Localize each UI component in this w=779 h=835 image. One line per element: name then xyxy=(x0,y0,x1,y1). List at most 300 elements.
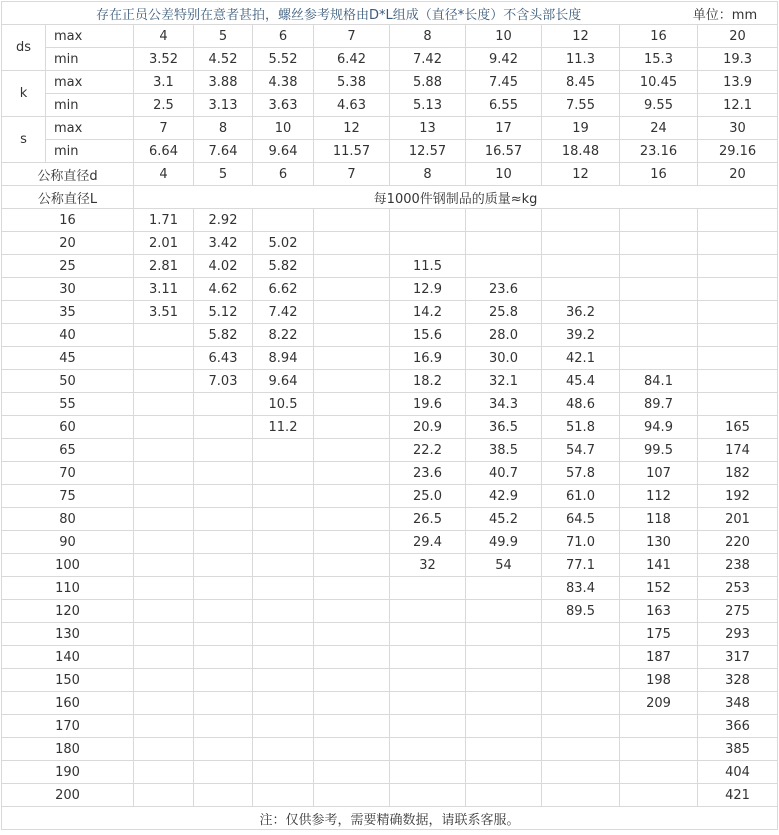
mass-cell xyxy=(314,416,390,439)
mass-cell: 36.2 xyxy=(542,301,620,324)
mass-cell: 253 xyxy=(698,577,778,600)
mass-cell xyxy=(466,232,542,255)
mass-cell xyxy=(698,278,778,301)
table-row xyxy=(2,347,778,370)
mass-cell xyxy=(390,600,466,623)
mass-cell xyxy=(314,255,390,278)
mass-cell xyxy=(314,301,390,324)
mass-cell xyxy=(314,715,390,738)
mass-cell xyxy=(194,669,253,692)
mass-cell: 2.81 xyxy=(134,255,194,278)
mass-cell xyxy=(134,485,194,508)
dim-value-cell: 13 xyxy=(390,117,466,140)
mass-cell: 8.94 xyxy=(253,347,314,370)
dim-row-s-min xyxy=(2,140,778,163)
mass-cell: 12.9 xyxy=(390,278,466,301)
mass-cell: 152 xyxy=(620,577,698,600)
mass-cell: 84.1 xyxy=(620,370,698,393)
mass-cell: 9.64 xyxy=(253,370,314,393)
nominal-d-value: 4 xyxy=(134,163,194,186)
mass-cell xyxy=(542,761,620,784)
dim-value-cell: 4.63 xyxy=(314,94,390,117)
table-row xyxy=(2,715,778,738)
mass-cell xyxy=(134,784,194,807)
mass-cell: 57.8 xyxy=(542,462,620,485)
mass-cell: 107 xyxy=(620,462,698,485)
mass-cell xyxy=(253,531,314,554)
mass-cell xyxy=(253,669,314,692)
length-cell: 170 xyxy=(2,715,134,738)
mass-cell xyxy=(314,531,390,554)
mass-cell xyxy=(314,232,390,255)
table-row xyxy=(2,439,778,462)
length-cell: 65 xyxy=(2,439,134,462)
mass-cell: 71.0 xyxy=(542,531,620,554)
mass-cell: 25.0 xyxy=(390,485,466,508)
length-cell: 110 xyxy=(2,577,134,600)
mass-cell: 64.5 xyxy=(542,508,620,531)
mass-cell: 366 xyxy=(698,715,778,738)
mass-cell: 32 xyxy=(390,554,466,577)
table-row xyxy=(2,232,778,255)
mass-cell: 187 xyxy=(620,646,698,669)
table-row xyxy=(2,462,778,485)
dim-value-cell: 15.3 xyxy=(620,48,698,71)
mass-cell: 328 xyxy=(698,669,778,692)
mass-cell xyxy=(134,577,194,600)
mass-cell: 141 xyxy=(620,554,698,577)
dim-limit-label: max xyxy=(46,117,134,140)
length-cell: 20 xyxy=(2,232,134,255)
table-row xyxy=(2,577,778,600)
mass-cell: 40.7 xyxy=(466,462,542,485)
mass-cell xyxy=(466,646,542,669)
table-row xyxy=(2,209,778,232)
length-cell: 140 xyxy=(2,646,134,669)
dim-limit-label: min xyxy=(46,140,134,163)
table-row xyxy=(2,761,778,784)
mass-cell xyxy=(134,370,194,393)
mass-cell: 130 xyxy=(620,531,698,554)
dim-limit-label: min xyxy=(46,94,134,117)
mass-cell xyxy=(253,462,314,485)
mass-cell xyxy=(314,347,390,370)
nominal-d-value: 20 xyxy=(698,163,778,186)
mass-cell xyxy=(466,600,542,623)
mass-cell: 83.4 xyxy=(542,577,620,600)
mass-cell xyxy=(698,324,778,347)
mass-cell xyxy=(466,692,542,715)
mass-cell xyxy=(466,784,542,807)
mass-cell: 22.2 xyxy=(390,439,466,462)
nominal-rows xyxy=(2,163,778,209)
mass-cell xyxy=(314,324,390,347)
mass-cell: 192 xyxy=(698,485,778,508)
mass-cell xyxy=(620,761,698,784)
length-cell: 75 xyxy=(2,485,134,508)
length-cell: 30 xyxy=(2,278,134,301)
dim-value-cell: 18.48 xyxy=(542,140,620,163)
mass-cell xyxy=(466,715,542,738)
mass-cell: 51.8 xyxy=(542,416,620,439)
mass-cell: 26.5 xyxy=(390,508,466,531)
table-row xyxy=(2,623,778,646)
mass-cell xyxy=(253,209,314,232)
mass-cell: 118 xyxy=(620,508,698,531)
mass-cell: 39.2 xyxy=(542,324,620,347)
dim-limit-label: max xyxy=(46,71,134,94)
mass-label: 每1000件钢制品的质量≈kg xyxy=(134,186,778,209)
dim-row-ds-min xyxy=(2,48,778,71)
mass-cell: 220 xyxy=(698,531,778,554)
mass-cell xyxy=(314,393,390,416)
mass-cell xyxy=(253,554,314,577)
mass-cell xyxy=(314,692,390,715)
mass-cell xyxy=(253,439,314,462)
mass-cell xyxy=(253,600,314,623)
mass-cell xyxy=(134,439,194,462)
length-cell: 180 xyxy=(2,738,134,761)
mass-cell xyxy=(466,209,542,232)
mass-cell: 42.9 xyxy=(466,485,542,508)
mass-cell xyxy=(314,761,390,784)
mass-cell: 404 xyxy=(698,761,778,784)
mass-cell xyxy=(390,692,466,715)
length-cell: 70 xyxy=(2,462,134,485)
mass-cell xyxy=(466,738,542,761)
mass-cell: 209 xyxy=(620,692,698,715)
mass-cell: 385 xyxy=(698,738,778,761)
length-cell: 190 xyxy=(2,761,134,784)
mass-cell xyxy=(253,784,314,807)
table-row xyxy=(2,692,778,715)
length-cell: 25 xyxy=(2,255,134,278)
dim-value-cell: 4.38 xyxy=(253,71,314,94)
mass-cell: 30.0 xyxy=(466,347,542,370)
length-cell: 40 xyxy=(2,324,134,347)
mass-cell xyxy=(620,738,698,761)
mass-cell xyxy=(134,738,194,761)
mass-cell xyxy=(253,738,314,761)
mass-cell xyxy=(466,761,542,784)
dim-value-cell: 9.64 xyxy=(253,140,314,163)
mass-cell: 45.2 xyxy=(466,508,542,531)
mass-cell xyxy=(253,715,314,738)
dim-symbol-ds: ds xyxy=(2,25,46,71)
mass-cell: 23.6 xyxy=(466,278,542,301)
mass-cell: 8.22 xyxy=(253,324,314,347)
mass-cell: 29.4 xyxy=(390,531,466,554)
mass-cell xyxy=(542,623,620,646)
mass-cell: 293 xyxy=(698,623,778,646)
nominal-l-row xyxy=(2,186,778,209)
nominal-d-value: 16 xyxy=(620,163,698,186)
mass-cell xyxy=(194,554,253,577)
mass-cell xyxy=(390,577,466,600)
mass-cell xyxy=(466,255,542,278)
mass-cell xyxy=(620,255,698,278)
mass-cell: 19.6 xyxy=(390,393,466,416)
dim-value-cell: 12 xyxy=(314,117,390,140)
mass-cell xyxy=(134,623,194,646)
mass-cell: 2.92 xyxy=(194,209,253,232)
length-cell: 55 xyxy=(2,393,134,416)
mass-cell xyxy=(194,577,253,600)
dim-symbol-s: s xyxy=(2,117,46,163)
mass-cell xyxy=(466,577,542,600)
table-row xyxy=(2,646,778,669)
mass-cell: 18.2 xyxy=(390,370,466,393)
footer-row xyxy=(2,807,778,830)
mass-cell: 23.6 xyxy=(390,462,466,485)
mass-cell: 11.2 xyxy=(253,416,314,439)
mass-cell xyxy=(194,715,253,738)
mass-cell: 7.03 xyxy=(194,370,253,393)
mass-cell xyxy=(698,347,778,370)
dim-value-cell: 11.57 xyxy=(314,140,390,163)
nominal-d-row xyxy=(2,163,778,186)
mass-cell xyxy=(134,646,194,669)
mass-cell xyxy=(698,232,778,255)
mass-cell xyxy=(194,646,253,669)
length-cell: 50 xyxy=(2,370,134,393)
dimension-rows xyxy=(2,25,778,163)
mass-cell xyxy=(620,209,698,232)
nominal-d-value: 7 xyxy=(314,163,390,186)
mass-cell xyxy=(194,416,253,439)
length-cell: 80 xyxy=(2,508,134,531)
mass-cell xyxy=(314,738,390,761)
mass-cell xyxy=(194,692,253,715)
mass-cell xyxy=(134,600,194,623)
mass-cell xyxy=(194,485,253,508)
mass-cell xyxy=(253,692,314,715)
mass-cell: 54.7 xyxy=(542,439,620,462)
length-cell: 100 xyxy=(2,554,134,577)
mass-cell xyxy=(466,669,542,692)
dim-value-cell: 10 xyxy=(253,117,314,140)
nominal-d-value: 10 xyxy=(466,163,542,186)
mass-cell: 94.9 xyxy=(620,416,698,439)
mass-cell xyxy=(698,393,778,416)
mass-cell xyxy=(134,393,194,416)
mass-cell: 2.01 xyxy=(134,232,194,255)
nominal-d-value: 12 xyxy=(542,163,620,186)
mass-cell: 54 xyxy=(466,554,542,577)
table-row xyxy=(2,669,778,692)
mass-cell: 77.1 xyxy=(542,554,620,577)
dim-value-cell: 4.52 xyxy=(194,48,253,71)
dim-row-s-max xyxy=(2,117,778,140)
dim-value-cell: 3.63 xyxy=(253,94,314,117)
length-cell: 60 xyxy=(2,416,134,439)
length-cell: 45 xyxy=(2,347,134,370)
dim-value-cell: 10.45 xyxy=(620,71,698,94)
mass-cell: 275 xyxy=(698,600,778,623)
mass-cell xyxy=(253,623,314,646)
table-row xyxy=(2,531,778,554)
mass-cell xyxy=(134,761,194,784)
table-row xyxy=(2,255,778,278)
mass-cell: 38.5 xyxy=(466,439,542,462)
mass-cell xyxy=(620,784,698,807)
mass-cell: 34.3 xyxy=(466,393,542,416)
mass-cell xyxy=(253,577,314,600)
dim-value-cell: 6.42 xyxy=(314,48,390,71)
table-row xyxy=(2,554,778,577)
dim-value-cell: 7 xyxy=(314,25,390,48)
mass-cell: 10.5 xyxy=(253,393,314,416)
dim-value-cell: 23.16 xyxy=(620,140,698,163)
table-row xyxy=(2,485,778,508)
dim-value-cell: 16.57 xyxy=(466,140,542,163)
mass-cell xyxy=(134,416,194,439)
mass-cell xyxy=(390,784,466,807)
mass-cell xyxy=(542,669,620,692)
mass-cell xyxy=(466,623,542,646)
mass-cell xyxy=(390,646,466,669)
mass-cell: 7.42 xyxy=(253,301,314,324)
mass-cell xyxy=(314,485,390,508)
mass-cell xyxy=(194,623,253,646)
mass-cell xyxy=(253,485,314,508)
mass-cell xyxy=(314,462,390,485)
mass-cell xyxy=(134,669,194,692)
dim-value-cell: 19.3 xyxy=(698,48,778,71)
dim-value-cell: 7 xyxy=(134,117,194,140)
footer-rows xyxy=(2,807,778,830)
mass-cell: 5.82 xyxy=(194,324,253,347)
mass-cell xyxy=(253,508,314,531)
dim-value-cell: 8 xyxy=(390,25,466,48)
nominal-d-label: 公称直径d xyxy=(2,163,134,186)
length-cell: 35 xyxy=(2,301,134,324)
mass-cell: 1.71 xyxy=(134,209,194,232)
mass-cell xyxy=(390,623,466,646)
table-row xyxy=(2,508,778,531)
dim-value-cell: 3.88 xyxy=(194,71,253,94)
mass-cell xyxy=(194,439,253,462)
dim-value-cell: 5.13 xyxy=(390,94,466,117)
mass-cell: 14.2 xyxy=(390,301,466,324)
mass-cell xyxy=(194,393,253,416)
mass-cell xyxy=(134,715,194,738)
table-row xyxy=(2,600,778,623)
mass-cell xyxy=(314,209,390,232)
mass-cell: 49.9 xyxy=(466,531,542,554)
mass-cell: 42.1 xyxy=(542,347,620,370)
spec-table-wrapper xyxy=(1,1,777,830)
dim-row-k-min xyxy=(2,94,778,117)
dim-value-cell: 7.64 xyxy=(194,140,253,163)
length-cell: 160 xyxy=(2,692,134,715)
dim-value-cell: 12.57 xyxy=(390,140,466,163)
title-cell xyxy=(2,2,778,25)
mass-cell xyxy=(134,324,194,347)
mass-cell xyxy=(134,462,194,485)
mass-cell: 11.5 xyxy=(390,255,466,278)
dim-value-cell: 9.55 xyxy=(620,94,698,117)
dim-value-cell: 7.42 xyxy=(390,48,466,71)
mass-cell xyxy=(698,301,778,324)
dim-value-cell: 6 xyxy=(253,25,314,48)
dim-value-cell: 3.1 xyxy=(134,71,194,94)
mass-cell: 3.51 xyxy=(134,301,194,324)
mass-cell xyxy=(134,508,194,531)
mass-cell xyxy=(620,278,698,301)
mass-cell: 3.11 xyxy=(134,278,194,301)
mass-cell: 61.0 xyxy=(542,485,620,508)
nominal-d-value: 6 xyxy=(253,163,314,186)
dim-value-cell: 19 xyxy=(542,117,620,140)
mass-cell xyxy=(542,232,620,255)
dim-value-cell: 29.16 xyxy=(698,140,778,163)
dim-value-cell: 7.45 xyxy=(466,71,542,94)
mass-cell xyxy=(542,646,620,669)
mass-cell xyxy=(620,301,698,324)
mass-cell xyxy=(390,738,466,761)
mass-cell: 89.5 xyxy=(542,600,620,623)
bolt-spec-table xyxy=(1,1,778,830)
dim-value-cell: 3.13 xyxy=(194,94,253,117)
length-cell: 130 xyxy=(2,623,134,646)
mass-cell: 4.62 xyxy=(194,278,253,301)
mass-cell: 317 xyxy=(698,646,778,669)
mass-cell xyxy=(542,784,620,807)
mass-cell xyxy=(314,646,390,669)
mass-cell xyxy=(620,324,698,347)
dim-value-cell: 10 xyxy=(466,25,542,48)
mass-cell: 6.62 xyxy=(253,278,314,301)
mass-cell: 112 xyxy=(620,485,698,508)
dim-row-k-max xyxy=(2,71,778,94)
table-title: 存在正员公差特别在意者甚拍，螺丝参考规格由D*L组成（直径*长度）不含头部长度 xyxy=(96,7,582,23)
mass-cell: 348 xyxy=(698,692,778,715)
mass-cell xyxy=(314,784,390,807)
mass-cell xyxy=(620,232,698,255)
mass-cell: 3.42 xyxy=(194,232,253,255)
mass-cell xyxy=(542,738,620,761)
dim-symbol-k: k xyxy=(2,71,46,117)
table-row xyxy=(2,370,778,393)
dim-value-cell: 5 xyxy=(194,25,253,48)
dim-value-cell: 4 xyxy=(134,25,194,48)
mass-cell: 16.9 xyxy=(390,347,466,370)
mass-cell: 4.02 xyxy=(194,255,253,278)
mass-cell xyxy=(134,692,194,715)
nominal-l-label: 公称直径L xyxy=(2,186,134,209)
mass-cell xyxy=(620,347,698,370)
mass-cell xyxy=(194,531,253,554)
mass-cell: 238 xyxy=(698,554,778,577)
mass-cell xyxy=(542,209,620,232)
mass-cell xyxy=(542,715,620,738)
mass-cell xyxy=(194,508,253,531)
mass-cell xyxy=(314,439,390,462)
mass-cell xyxy=(314,508,390,531)
mass-cell xyxy=(698,209,778,232)
length-cell: 120 xyxy=(2,600,134,623)
mass-cell xyxy=(314,554,390,577)
dim-value-cell: 8.45 xyxy=(542,71,620,94)
dim-value-cell: 5.88 xyxy=(390,71,466,94)
dim-value-cell: 17 xyxy=(466,117,542,140)
mass-cell xyxy=(314,623,390,646)
mass-cell: 5.12 xyxy=(194,301,253,324)
mass-cell: 99.5 xyxy=(620,439,698,462)
mass-cell xyxy=(698,370,778,393)
dim-value-cell: 9.42 xyxy=(466,48,542,71)
